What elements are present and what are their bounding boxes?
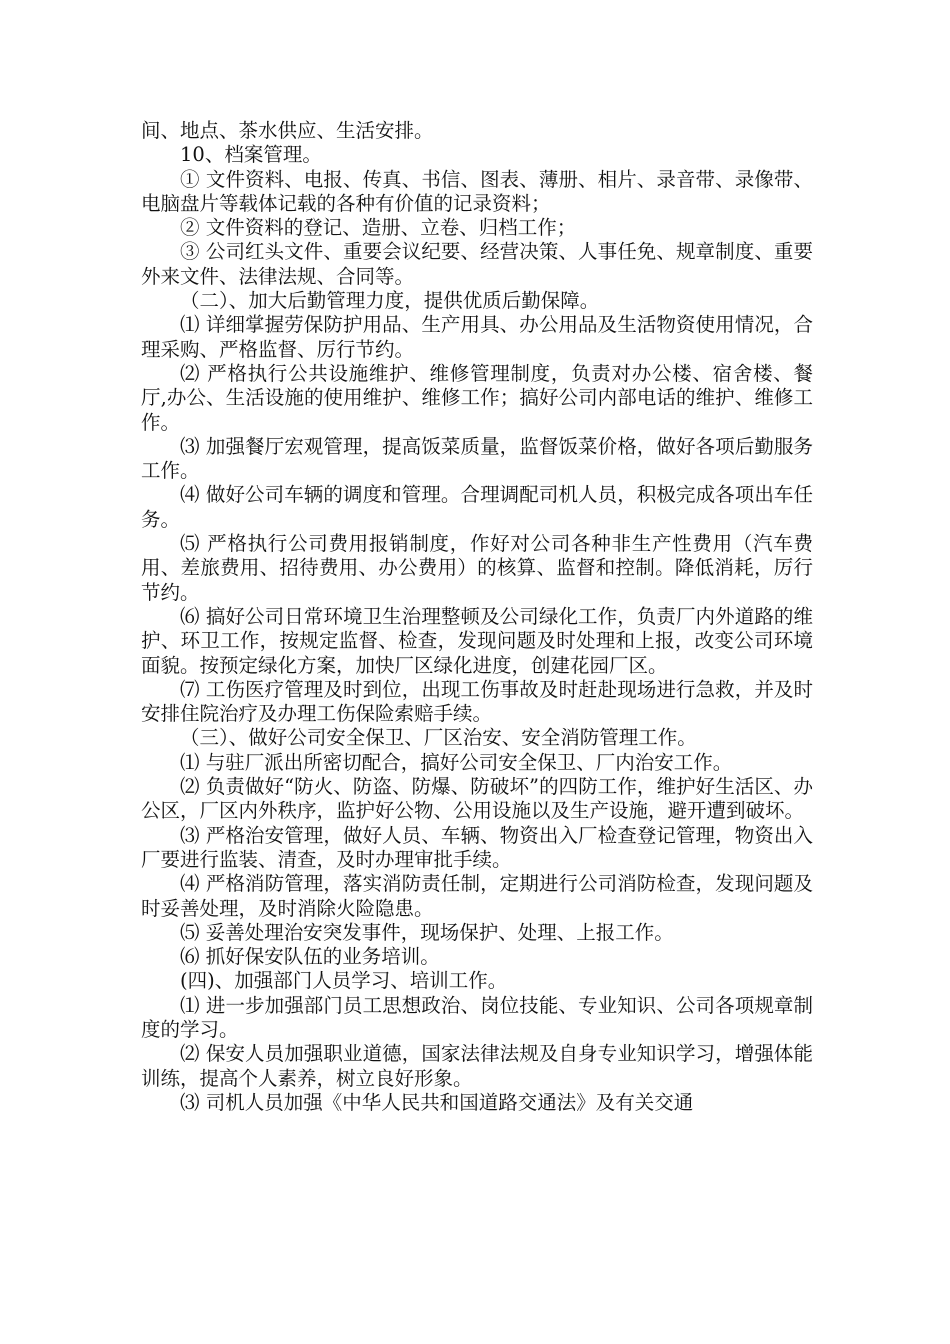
list-item: ⑷ 严格消防管理，落实消防责任制，定期进行公司消防检查，发现问题及时妥善处理，及时消除火险隐患。 bbox=[141, 872, 813, 920]
list-item: ③ 公司红头文件、重要会议纪要、经营决策、人事任免、规章制度、重要外来文件、法律法规、合同等。 bbox=[141, 240, 813, 288]
list-item: ⑵ 负责做好“防火、防盗、防爆、防破坏”的四防工作，维护好生活区、办公区，厂区内外秩序，监护好公物、公用设施以及生产设施，避开遭到破坏。 bbox=[141, 775, 813, 823]
paragraph-continuation: 间、地点、茶水供应、生活安排。 bbox=[141, 119, 434, 142]
list-item: ⑴ 详细掌握劳保防护用品、生产用具、办公用品及生活物资使用情况，合理采购、严格监督、厉行节约。 bbox=[141, 313, 813, 361]
section-heading-security: （三）、做好公司安全保卫、厂区治安、安全消防管理工作。 bbox=[180, 726, 697, 750]
list-item: ⑴ 进一步加强部门员工思想政治、岗位技能、专业知识、公司各项规章制度的学习。 bbox=[141, 993, 813, 1041]
section-heading-archive: 10、档案管理。 bbox=[180, 143, 322, 167]
list-item: ② 文件资料的登记、造册、立卷、归档工作； bbox=[180, 216, 577, 240]
list-item: ⑹ 搞好公司日常环境卫生治理整顿及公司绿化工作，负责厂内外道路的维护、环卫工作，按规定监督、检查，发现问题及时处理和上报，改变公司环境面貌。按预定绿化方案，加快厂区绿化进度，创建花园厂区。 bbox=[141, 604, 813, 677]
list-item: ⑴ 与驻厂派出所密切配合，搞好公司安全保卫、厂内治安工作。 bbox=[180, 750, 733, 774]
list-item: ⑹ 抓好保安队伍的业务培训。 bbox=[180, 945, 440, 969]
list-item: ⑶ 加强餐厅宏观管理，提高饭菜质量，监督饭菜价格，做好各项后勤服务工作。 bbox=[141, 434, 813, 483]
list-item: ⑵ 保安人员加强职业道德，国家法律法规及自身专业知识学习，增强体能训练，提高个人素养，树立良好形象。 bbox=[141, 1042, 813, 1090]
list-item: ① 文件资料、电报、传真、书信、图表、薄册、相片、录音带、录像带、电脑盘片等载体记载的各种有价值的记录资料； bbox=[141, 167, 813, 215]
list-item: ⑸ 严格执行公司费用报销制度，作好对公司各种非生产性费用（汽车费用、差旅费用、招待费用、办公费用）的核算、监督和控制。降低消耗，厉行节约。 bbox=[141, 532, 813, 604]
list-item: ⑶ 严格治安管理，做好人员、车辆、物资出入厂检查登记管理，物资出入厂要进行监装、清查，及时办理审批手续。 bbox=[141, 823, 813, 871]
list-item: ⑶ 司机人员加强《中华人民共和国道路交通法》及有关交通 bbox=[180, 1090, 694, 1114]
document-body bbox=[141, 119, 813, 1115]
list-item: ⑺ 工伤医疗管理及时到位，出现工伤事故及时赶赴现场进行急救，并及时安排住院治疗及办理工伤保险索赔手续。 bbox=[141, 677, 813, 726]
list-item: ⑵ 严格执行公共设施维护、维修管理制度，负责对办公楼、宿舍楼、餐厅,办公、生活设施的使用维护、维修工作；搞好公司内部电话的维护、维修工作。 bbox=[141, 361, 813, 434]
section-heading-logistics: （二）、加大后勤管理力度，提供优质后勤保障。 bbox=[180, 289, 600, 313]
list-item: ⑸ 妥善处理治安突发事件，现场保护、处理、上报工作。 bbox=[180, 920, 674, 944]
section-heading-training: (四)、加强部门人员学习、培训工作。 bbox=[180, 969, 508, 993]
list-item: ⑷ 做好公司车辆的调度和管理。合理调配司机人员，积极完成各项出车任务。 bbox=[141, 483, 813, 531]
